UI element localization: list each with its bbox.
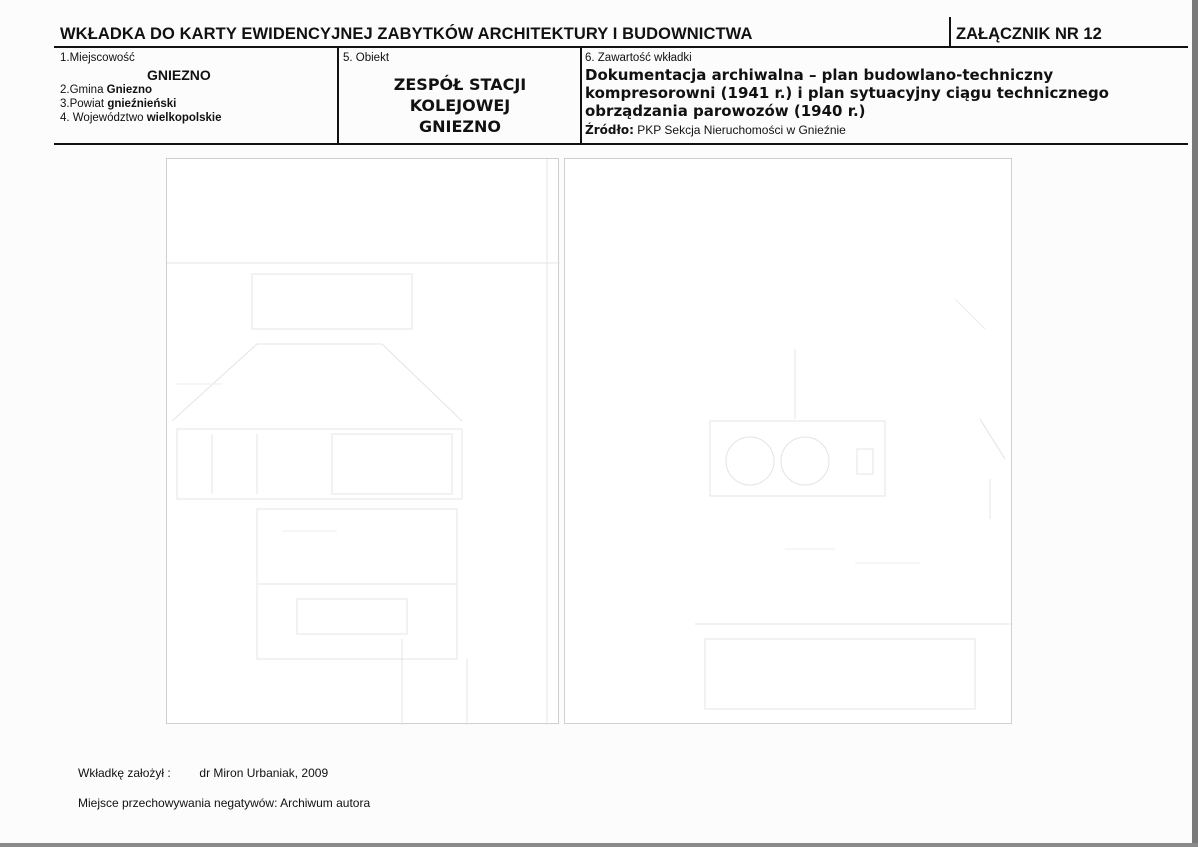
object-name-line-3: GNIEZNO: [419, 117, 501, 136]
source-row: [585, 123, 846, 137]
founder-row: [78, 766, 328, 780]
province-label: 4. Województwo: [60, 112, 144, 124]
archival-plan-right: [564, 158, 1012, 724]
content-description: [585, 66, 1185, 120]
sheet-title: WKŁADKA DO KARTY EWIDENCYJNEJ ZABYTKÓW ARCHITEKTURY I BUDOWNICTWA: [60, 25, 753, 43]
header-rule-top: [54, 46, 1188, 48]
content-line-1: Dokumentacja archiwalna – plan budowlano-techniczny: [585, 66, 1054, 84]
object-name: [340, 74, 580, 137]
faded-drawing-right: [565, 159, 1013, 725]
content-line-3: obrządzania parowozów (1940 r.): [585, 102, 866, 120]
attachment-number: ZAŁĄCZNIK NR 12: [956, 25, 1102, 43]
commune-value: Gniezno: [106, 84, 153, 96]
locality-label: 1.Miejscowość: [60, 52, 135, 64]
county-value: gnieźnieński: [107, 98, 177, 110]
county-row: [60, 98, 176, 110]
header-rule-bottom: [54, 143, 1188, 145]
source-value: PKP Sekcja Nieruchomości w Gnieźnie: [637, 123, 846, 137]
object-name-line-2: KOLEJOWEJ: [409, 96, 511, 115]
content-label: 6. Zawartość wkładki: [585, 52, 692, 64]
column-divider-1: [337, 47, 339, 144]
province-value: wielkopolskie: [146, 112, 222, 124]
archival-plan-left: [166, 158, 559, 724]
commune-row: [60, 84, 152, 96]
county-label: 3.Powiat: [60, 98, 105, 110]
negatives-storage: Miejsce przechowywania negatywów: Archiwum autora: [78, 796, 371, 810]
scan-edge-right: [1192, 0, 1198, 847]
province-row: [60, 112, 222, 124]
locality-value: GNIEZNO: [147, 67, 211, 83]
faded-drawing-left: [167, 159, 560, 725]
header-divider: [949, 17, 951, 47]
content-line-2: kompresorowni (1941 r.) i plan sytuacyjny ciągu technicznego: [585, 84, 1109, 102]
object-label: 5. Obiekt: [343, 52, 390, 64]
column-divider-2: [580, 47, 582, 144]
source-label: Źródło:: [585, 123, 634, 137]
object-name-line-1: ZESPÓŁ STACJI: [393, 75, 527, 94]
founder-label: Wkładkę założył :: [78, 766, 171, 780]
scan-edge-bottom: [0, 843, 1198, 847]
commune-label: 2.Gmina: [60, 84, 104, 96]
founder-value: dr Miron Urbaniak, 2009: [199, 766, 329, 780]
